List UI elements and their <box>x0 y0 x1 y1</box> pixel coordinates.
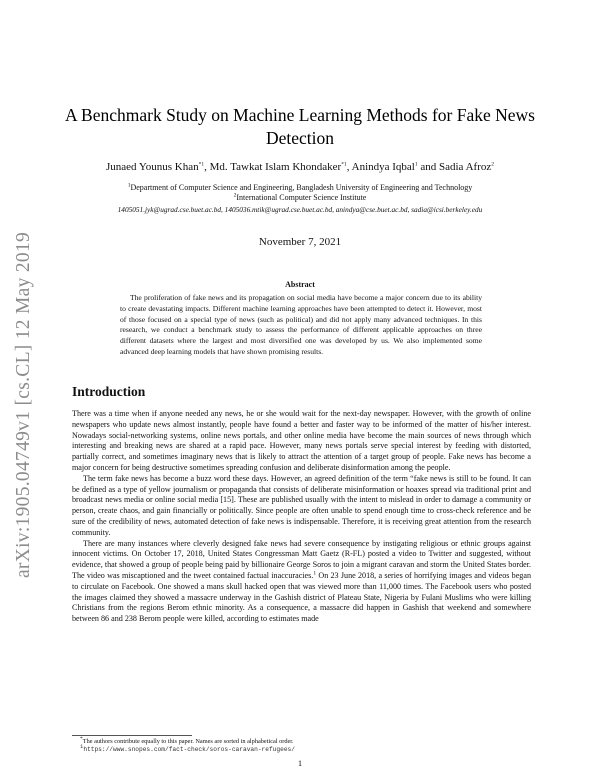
paragraph <box>72 539 531 625</box>
paper-title: A Benchmark Study on Machine Learning Methods for Fake News Detection <box>65 105 535 148</box>
arxiv-stamp <box>6 205 42 605</box>
body-text <box>72 409 531 625</box>
affiliation-text: Department of Computer Science and Engineering, Bangladesh University of Engineering and Technology <box>130 183 473 192</box>
author-name: Md. Tawkat Islam Khondaker <box>209 161 342 173</box>
author-separator: , <box>204 161 210 173</box>
paper-date: November 7, 2021 <box>258 236 342 248</box>
author-emails: 1405051.jyk@ugrad.cse.buet.ac.bd, 1405036.mtik@ugrad.cse.buet.ac.bd, anindya@cse.buet.ac.bd, sadia@icsi.berkeley.edu <box>117 205 483 214</box>
footnote-mark: 1 <box>313 570 317 577</box>
author-name: Anindya Iqbal <box>351 161 415 173</box>
affiliation-text: International Computer Science Institute <box>236 193 367 202</box>
paragraph: There was a time when if anyone needed any news, he or she would wait for the next-day newspaper. However, with the growth of online newspapers who update news almost instantly, people have found a better and faster way to be informed of the matter of his/her interest. Nowadays social-networking systems, online news portals, and other online media have become the main sources of news through which interesting and breaking news are shared at a rapid pace. However, many news portals serve special interest by feeding with distorted, partially correct, and sometimes imaginary news that is likely to attract the attention of a target group of people. Fake news has become a major concern for being destructive sometimes spreading confusion and deliberate disinformation among the people. <box>72 409 531 472</box>
author-name: Junaed Younus Khan <box>106 161 199 173</box>
footnote <box>80 735 294 745</box>
author-mark: 2 <box>491 161 494 168</box>
author-separator: and <box>417 161 439 173</box>
paragraph-text: On 23 June 2018, a series of horrifying images and videos began to circulate on Facebook. One showed a mans skull hacked open that was viewed more than 11,000 times. The Facebook users who posted the images claimed they showed a massacre underway in the Gashish district of Plateau State, Nigeria by Fulani Muslims who were killing Christians from the regions Berom ethnic minority. As a consequence, a massacre did happen in Gashish that weekend and somewhere between 86 and 238 Berom people were killed, according to estimates made <box>72 570 531 624</box>
author-separator: , <box>346 161 352 173</box>
footnote-divider <box>72 735 192 736</box>
paragraph: The term fake news has become a buzz word these days. However, an agreed definition of the term “fake news is still to be found. It can be defined as a type of yellow journalism or propaganda that consists of deliberate misinformation or hoaxes spread via traditional print and broadcast news media or online social media [15]. These are published usually with the intent to mislead in order to damage a community or person, create chaos, and gain financially or politically. Since people are often unable to spend enough time to cross-check reference and be sure of the credibility of news, automated detection of fake news is indispensable. Therefore, it is receiving great attention from the research community. <box>72 473 531 537</box>
affiliation <box>60 183 540 192</box>
affiliation <box>60 193 540 202</box>
author-mark: 1 <box>414 161 418 168</box>
paragraph-text: There are many instances where cleverly designed fake news had severe consequence by instigating religious or ethnic groups against innocent victims. On October 17, 2018, United States Congressman Matt Gaetz (R-FL) posted a video to Twitter and suggested, without evidence, that showed a group of people being paid by billionaire George Soros to join a migrant caravan and storm the United States border. The video was miscaptioned and the tweet contained factual inaccuracies. <box>72 538 531 580</box>
arxiv-id: arXiv:1905.04749v1 [cs.CL] 12 May 2019 <box>13 231 34 579</box>
footnote-link[interactable]: https://www.snopes.com/fact-check/soros-caravan-refugees/ <box>83 746 295 753</box>
author-mark: *1 <box>198 161 205 168</box>
abstract-heading: Abstract <box>285 280 315 289</box>
section-heading: Introduction <box>72 384 146 399</box>
footnote-text: The authors contribute equally to this paper. Names are sorted in alphabetical order. <box>82 738 294 745</box>
author-list <box>60 161 540 173</box>
affiliation-mark: 2 <box>233 192 237 199</box>
page-number: 1 <box>297 758 303 768</box>
abstract-text: The proliferation of fake news and its propagation on social media have become a major concern due to its ability to create devastating impacts. Different machine learning approaches have been attempted to detect it. However, most of those focused on a special type of news (such as political) and did not apply many advanced techniques. In this research, we conduct a benchmark study to assess the performance of different applicable approaches on three different datasets where the largest and most diversified one was developed by us. We also implemented some advanced deep learning models that have shown promising results. <box>120 293 482 356</box>
author-name: Sadia Afroz <box>439 161 492 173</box>
author-mark: *1 <box>341 161 347 168</box>
footnote-mark: 1 <box>80 742 84 750</box>
affiliation-mark: 1 <box>127 182 131 189</box>
footnote <box>80 742 295 753</box>
footnote-mark: * <box>80 735 83 742</box>
